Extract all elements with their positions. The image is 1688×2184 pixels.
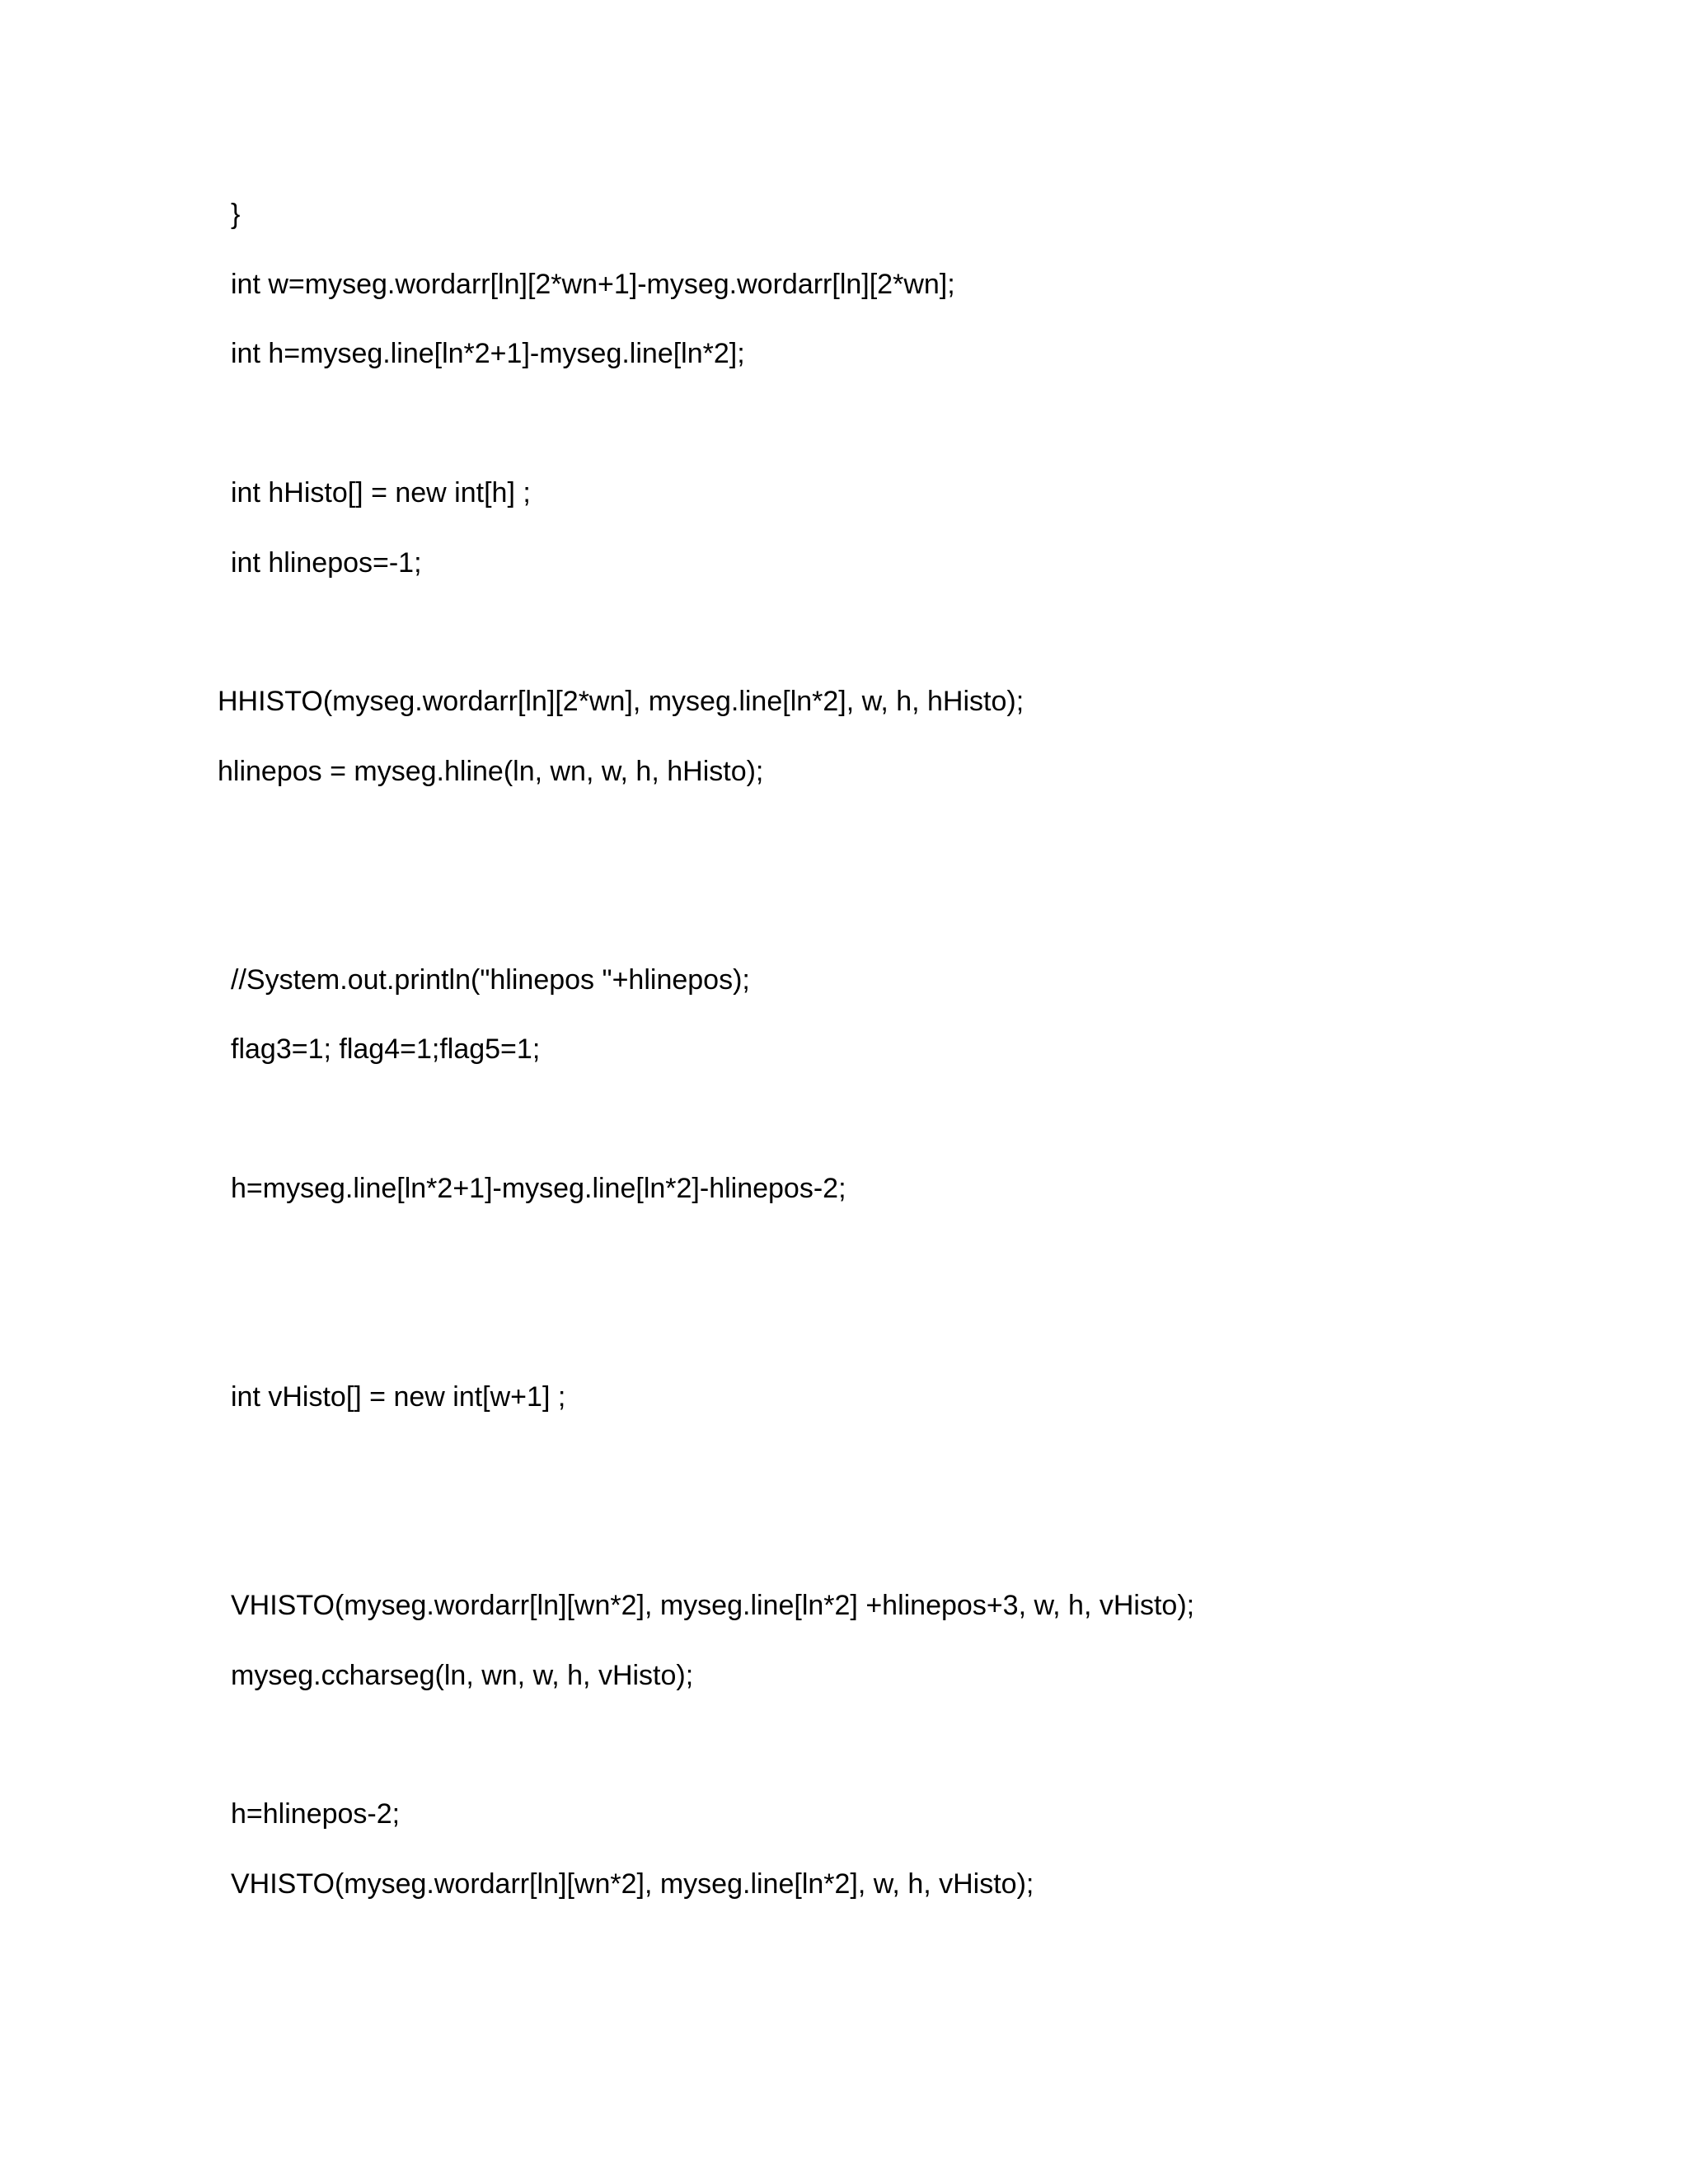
- code-line: VHISTO(myseg.wordarr[ln][wn*2], myseg.line[ln*2], w, h, vHisto);: [231, 1868, 1034, 1900]
- code-line: flag3=1; flag4=1;flag5=1;: [231, 1033, 541, 1065]
- code-line: //System.out.println("hlinepos "+hlinepos);: [231, 964, 750, 996]
- code-line: int h=myseg.line[ln*2+1]-myseg.line[ln*2];: [231, 338, 745, 369]
- code-line: int hHisto[] = new int[h] ;: [231, 477, 531, 509]
- code-line: int vHisto[] = new int[w+1] ;: [231, 1381, 566, 1413]
- code-line: HHISTO(myseg.wordarr[ln][2*wn], myseg.line[ln*2], w, h, hHisto);: [218, 686, 1025, 717]
- code-line: hlinepos = myseg.hline(ln, wn, w, h, hHisto);: [218, 756, 764, 787]
- code-line: h=myseg.line[ln*2+1]-myseg.line[ln*2]-hlinepos-2;: [231, 1173, 846, 1204]
- code-line: h=hlinepos-2;: [231, 1798, 401, 1830]
- code-line: }: [231, 199, 241, 230]
- code-line: int w=myseg.wordarr[ln][2*wn+1]-myseg.wordarr[ln][2*wn];: [231, 269, 955, 300]
- code-line: int hlinepos=-1;: [231, 547, 422, 579]
- code-line: myseg.ccharseg(ln, wn, w, h, vHisto);: [231, 1660, 694, 1691]
- code-line: VHISTO(myseg.wordarr[ln][wn*2], myseg.line[ln*2] +hlinepos+3, w, h, vHisto);: [231, 1590, 1195, 1621]
